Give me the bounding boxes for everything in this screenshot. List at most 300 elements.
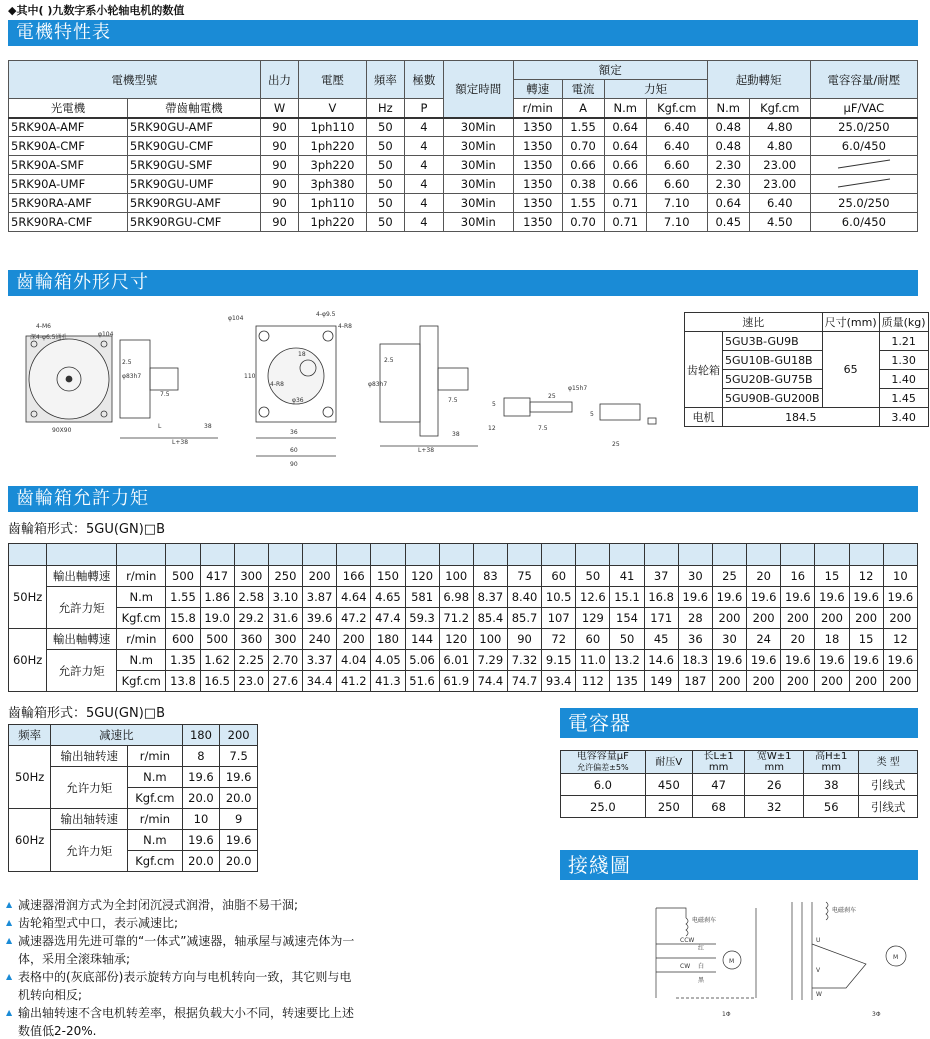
motor-row xyxy=(9,213,918,232)
label-allow-torque: 允許力矩 xyxy=(47,587,117,629)
motor-cell: 0.66 xyxy=(604,156,646,175)
torque-value: 200 xyxy=(883,671,917,692)
torque-value: 3.37 xyxy=(303,650,337,671)
header-cell xyxy=(234,544,268,566)
torque-value: 14.6 xyxy=(644,650,678,671)
label-90: 90 xyxy=(290,461,298,468)
motor-row xyxy=(9,194,918,213)
motor-cell: 0.64 xyxy=(707,194,749,213)
h-l xyxy=(692,751,744,774)
cap-cell: 38 xyxy=(804,774,859,796)
header-cell xyxy=(747,544,781,566)
label-25d: 25 xyxy=(612,441,620,448)
torque-value: 200 xyxy=(815,671,849,692)
torque-value: 300 xyxy=(268,629,302,650)
torque-value: 25 xyxy=(712,566,746,587)
torque-value: 13.8 xyxy=(166,671,200,692)
torque-value: 1.35 xyxy=(166,650,200,671)
label-d36: φ36 xyxy=(292,397,304,404)
torque-value: 2.25 xyxy=(234,650,268,671)
h-size: 尺寸(mm) xyxy=(822,313,879,332)
label-l: L xyxy=(158,423,162,430)
torque-value: 20 xyxy=(781,629,815,650)
motor-cell: 7.10 xyxy=(646,194,707,213)
unit-cell: V xyxy=(299,99,366,118)
torque-value: 71.2 xyxy=(439,608,473,629)
notes-list xyxy=(6,896,356,1039)
unit-cell: Kgf.cm xyxy=(646,99,707,118)
unit-cell: r/min xyxy=(513,99,562,118)
h-w xyxy=(745,751,804,774)
torque-value: 10.5 xyxy=(542,587,576,608)
view-5-shaft xyxy=(600,404,640,420)
motor-cell: 5RK90A-SMF xyxy=(9,156,128,175)
h-r1: 180 xyxy=(182,725,220,746)
view-2-hole xyxy=(323,407,333,417)
torque-value: 200 xyxy=(815,608,849,629)
motor-cell: 4.80 xyxy=(749,137,810,156)
motor-cell: 0.38 xyxy=(562,175,604,194)
motor-cell: 25.0/250 xyxy=(810,194,917,213)
h-voltage: 電壓 xyxy=(299,61,366,99)
front-view-center xyxy=(66,376,72,382)
motor-cell: 4.80 xyxy=(749,118,810,137)
motor-cell: 30Min xyxy=(443,194,513,213)
motor-cell: 7.10 xyxy=(646,213,707,232)
label-1ph: 1Φ xyxy=(722,1011,731,1018)
torque-value: 135 xyxy=(610,671,644,692)
motor-cell: 90 xyxy=(260,156,299,175)
motor-cell: 1350 xyxy=(513,175,562,194)
motor-cell: 0.71 xyxy=(604,194,646,213)
torque-row xyxy=(9,587,918,608)
cap-cell: 6.0 xyxy=(561,774,646,796)
h-cap xyxy=(561,751,646,774)
view-2-hole xyxy=(323,331,333,341)
label-out-speed: 輸出軸轉速 xyxy=(47,629,117,650)
motor-spec-table xyxy=(8,60,918,232)
torque-value: 36 xyxy=(678,629,712,650)
torque-value: 12.6 xyxy=(576,587,610,608)
torque2-table xyxy=(8,724,258,872)
mass-cell: 1.30 xyxy=(879,351,928,370)
torque-value: 19.6 xyxy=(849,587,883,608)
torque-value: 3.87 xyxy=(303,587,337,608)
motor-cell: 90 xyxy=(260,175,299,194)
value-cell: 19.6 xyxy=(220,830,258,851)
label-allow-torque: 允许力矩 xyxy=(51,767,128,809)
header-cell xyxy=(507,544,541,566)
torque-value: 200 xyxy=(849,608,883,629)
label-12: 12 xyxy=(488,425,496,432)
gearbox-dimension-drawing xyxy=(8,306,678,478)
torque-value: 51.6 xyxy=(405,671,439,692)
torque-value: 60 xyxy=(542,566,576,587)
motor-cell: 23.00 xyxy=(749,175,810,194)
header-cell xyxy=(849,544,883,566)
section-capacitor-title: 電容器 xyxy=(560,708,918,738)
value-cell: 20.0 xyxy=(182,851,220,872)
torque-value: 72 xyxy=(542,629,576,650)
torque-value: 417 xyxy=(200,566,234,587)
mass-cell: 1.40 xyxy=(879,370,928,389)
torque-value: 154 xyxy=(610,608,644,629)
torque-value: 19.6 xyxy=(883,587,917,608)
motor-cell: 90 xyxy=(260,118,299,137)
torque-value: 15.1 xyxy=(610,587,644,608)
torque-value: 15.8 xyxy=(166,608,200,629)
torque-value: 30 xyxy=(678,566,712,587)
torque-value: 50 xyxy=(610,629,644,650)
label-m1: M xyxy=(729,958,735,965)
cap-cell: 26 xyxy=(745,774,804,796)
torque2-subtitle: 齒輪箱形式：5GU(GN)□B xyxy=(8,706,166,721)
motor-cell: 4 xyxy=(405,213,444,232)
view-2-hole xyxy=(259,331,269,341)
torque-value: 19.6 xyxy=(747,650,781,671)
motor-cell: 25.0/250 xyxy=(810,118,917,137)
torque-value: 85.7 xyxy=(507,608,541,629)
view-2-hole xyxy=(259,407,269,417)
motor-cell: 6.40 xyxy=(646,118,707,137)
motor-row xyxy=(9,156,918,175)
motor-cell: 50 xyxy=(366,118,405,137)
torque-value: 2.70 xyxy=(268,650,302,671)
motor-cell: 1350 xyxy=(513,213,562,232)
h-cap-tol: 允许偏差±5% xyxy=(577,763,629,772)
torque-row xyxy=(9,650,918,671)
motor-cell: 4 xyxy=(405,118,444,137)
label-w: W xyxy=(816,991,822,998)
h-h-text: 高H±1 xyxy=(815,751,848,762)
motor-rows xyxy=(9,118,918,232)
torque-value: 8.40 xyxy=(507,587,541,608)
unit-cell: Kgf.cm xyxy=(117,608,166,629)
motor-cell: 90 xyxy=(260,194,299,213)
torque-value: 15 xyxy=(849,629,883,650)
motor-label: 电机 xyxy=(685,408,723,427)
torque-value: 600 xyxy=(166,629,200,650)
torque-value: 83 xyxy=(473,566,507,587)
value-cell: 9 xyxy=(220,809,258,830)
motor-cell: 1ph220 xyxy=(299,213,366,232)
motor-cell: 1.55 xyxy=(562,118,604,137)
note-item: ▲ 输出轴转速不含电机转差率，根据负载大小不同，转速要比上述数值低2-20%. xyxy=(6,1004,356,1039)
ratio-size-table xyxy=(684,312,929,427)
h-ratio: 速比 xyxy=(685,313,823,332)
motor-row xyxy=(9,137,918,156)
view-3-shaft xyxy=(438,368,468,390)
motor-cell: 90 xyxy=(260,137,299,156)
view-4-key xyxy=(504,398,530,416)
cap-cell: 68 xyxy=(692,796,744,818)
label-red: 红 xyxy=(698,945,705,952)
motor-cell: 0.71 xyxy=(604,213,646,232)
value-cell: 19.6 xyxy=(182,830,220,851)
wiring-1phase xyxy=(656,908,756,1018)
label-out-speed: 输出轴转速 xyxy=(51,809,128,830)
header-cell xyxy=(610,544,644,566)
torque-value: 200 xyxy=(337,629,371,650)
torque-value: 200 xyxy=(747,671,781,692)
unit-cell: Kgf.cm xyxy=(117,671,166,692)
label-m6: 4-M6 xyxy=(36,323,51,330)
h-mm: mm xyxy=(821,762,841,773)
header-cell xyxy=(405,544,439,566)
torque-header-row xyxy=(9,544,918,566)
motor-cell: 5RK90GU-UMF xyxy=(127,175,260,194)
motor-cell: 0.48 xyxy=(707,137,749,156)
cap-slash xyxy=(810,175,917,194)
unit-cell: N.m xyxy=(604,99,646,118)
value-cell: 20.0 xyxy=(182,788,220,809)
torque-value: 1.62 xyxy=(200,650,234,671)
torque-value: 2.58 xyxy=(234,587,268,608)
section-dims-title: 齒輪箱外形尺寸 xyxy=(8,270,918,296)
torque-value: 4.64 xyxy=(337,587,371,608)
label-25a: 2.5 xyxy=(122,359,132,366)
motor-mass-cell: 3.40 xyxy=(879,408,928,427)
motor-cell: 2.30 xyxy=(707,175,749,194)
motor-cell: 1350 xyxy=(513,194,562,213)
wiring-diagram xyxy=(626,888,922,1028)
view-4-shaft xyxy=(530,402,572,412)
torque-value: 7.29 xyxy=(473,650,507,671)
torque-value: 19.6 xyxy=(883,650,917,671)
note-item: ▲ 齿轮箱型式中口，表示减速比; xyxy=(6,914,356,932)
motor-cell: 5RK90A-AMF xyxy=(9,118,128,137)
torque-value: 250 xyxy=(268,566,302,587)
header-cell xyxy=(473,544,507,566)
torque-value: 200 xyxy=(781,608,815,629)
torque-value: 200 xyxy=(712,608,746,629)
label-r8b: 4-R8 xyxy=(270,381,284,388)
value-cell: 10 xyxy=(182,809,220,830)
h-rated-time: 額定時間 xyxy=(443,61,513,118)
motor-cell: 4 xyxy=(405,137,444,156)
torque-value: 50 xyxy=(576,566,610,587)
torque-value: 19.6 xyxy=(781,650,815,671)
unit-cell: Hz xyxy=(366,99,405,118)
torque-row xyxy=(9,566,918,587)
h-freq: 頻率 xyxy=(366,61,405,99)
torque-value: 19.6 xyxy=(849,650,883,671)
slash-icon xyxy=(834,177,894,189)
label-5: 5 xyxy=(492,401,496,408)
cap-cell: 引线式 xyxy=(859,774,918,796)
torque-value: 120 xyxy=(439,629,473,650)
label-38b: 38 xyxy=(452,431,460,438)
mass-cell: 1.45 xyxy=(879,389,928,408)
torque-value: 112 xyxy=(576,671,610,692)
torque-value: 1.86 xyxy=(200,587,234,608)
motor-cell: 4.50 xyxy=(749,213,810,232)
header-cell xyxy=(712,544,746,566)
torque-value: 16.8 xyxy=(644,587,678,608)
side-view-1-shaft xyxy=(150,368,178,390)
torque-value: 5.06 xyxy=(405,650,439,671)
motor-cell: 0.45 xyxy=(707,213,749,232)
label-black: 黑 xyxy=(698,977,705,984)
motor-cell: 4 xyxy=(405,194,444,213)
value-cell: 7.5 xyxy=(220,746,258,767)
cap-cell: 56 xyxy=(804,796,859,818)
torque-value: 300 xyxy=(234,566,268,587)
torque-value: 31.6 xyxy=(268,608,302,629)
header-cell xyxy=(9,544,47,566)
label-m2: M xyxy=(893,954,899,961)
view-3-body xyxy=(420,326,438,436)
label-ccw: CCW xyxy=(680,937,695,944)
unit-cell: N.m xyxy=(117,587,166,608)
torque-value: 171 xyxy=(644,608,678,629)
torque-value: 41.2 xyxy=(337,671,371,692)
label-h95: 4-φ9.5 xyxy=(316,311,336,318)
label-d15: φ15h7 xyxy=(568,385,588,392)
torque-value: 11.0 xyxy=(576,650,610,671)
gearbox-label: 齿轮箱 xyxy=(685,332,723,408)
label-60: 60 xyxy=(290,447,298,454)
h-mm: mm xyxy=(764,762,784,773)
brake-coil-2 xyxy=(826,902,828,920)
motor-cell: 4 xyxy=(405,175,444,194)
slash-icon xyxy=(834,158,894,170)
cap-cell: 47 xyxy=(692,774,744,796)
cap-cell: 250 xyxy=(645,796,692,818)
h-l-text: 长L±1 xyxy=(703,751,734,762)
hz-label: 60Hz xyxy=(9,629,47,692)
motor-cell: 5RK90GU-CMF xyxy=(127,137,260,156)
unit-cell: 帶齒軸電機 xyxy=(127,99,260,118)
header-cell xyxy=(371,544,405,566)
h-volt: 耐压V xyxy=(645,751,692,774)
wire xyxy=(656,908,686,918)
value-cell: 8 xyxy=(182,746,220,767)
torque-value: 13.2 xyxy=(610,650,644,671)
motor-cell: 0.70 xyxy=(562,213,604,232)
torque-value: 10 xyxy=(883,566,917,587)
motor-cell: 5RK90RGU-AMF xyxy=(127,194,260,213)
torque-value: 61.9 xyxy=(439,671,473,692)
h-ratio: 减速比 xyxy=(51,725,182,746)
capacitor-table xyxy=(560,750,918,818)
section-torque-title: 齒輪箱允許力矩 xyxy=(8,486,918,512)
label-cw: CW xyxy=(680,963,691,970)
torque-value: 240 xyxy=(303,629,337,650)
torque-value: 74.7 xyxy=(507,671,541,692)
h-rated: 額定 xyxy=(513,61,707,80)
torque-value: 19.0 xyxy=(200,608,234,629)
motor-cell: 0.70 xyxy=(562,137,604,156)
torque-value: 12 xyxy=(883,629,917,650)
torque-value: 9.15 xyxy=(542,650,576,671)
torque-value: 19.6 xyxy=(781,587,815,608)
label-r8a: 4-R8 xyxy=(338,323,352,330)
label-l38: L+38 xyxy=(172,439,189,446)
motor-cell: 3ph220 xyxy=(299,156,366,175)
torque-value: 500 xyxy=(166,566,200,587)
torque-value: 4.04 xyxy=(337,650,371,671)
label-hole: 深4-φ6.5通孔 xyxy=(30,334,68,341)
h-h xyxy=(804,751,859,774)
h-current: 電流 xyxy=(562,80,604,99)
torque-value: 149 xyxy=(644,671,678,692)
torque-value: 4.65 xyxy=(371,587,405,608)
motor-cell: 50 xyxy=(366,213,405,232)
torque-value: 144 xyxy=(405,629,439,650)
motor-cell: 2.30 xyxy=(707,156,749,175)
motor-cell: 6.0/450 xyxy=(810,213,917,232)
motor-cell: 30Min xyxy=(443,137,513,156)
header-cell xyxy=(47,544,117,566)
cap-cell: 450 xyxy=(645,774,692,796)
h-mass: 质量(kg) xyxy=(879,313,928,332)
torque-value: 100 xyxy=(439,566,473,587)
torque-value: 74.4 xyxy=(473,671,507,692)
torque-value: 18 xyxy=(815,629,849,650)
torque-value: 19.6 xyxy=(815,650,849,671)
torque-value: 37 xyxy=(644,566,678,587)
torque-value: 200 xyxy=(781,671,815,692)
torque-value: 129 xyxy=(576,608,610,629)
motor-cell: 5RK90RA-CMF xyxy=(9,213,128,232)
motor-cell: 50 xyxy=(366,156,405,175)
label-3ph: 3Φ xyxy=(872,1011,881,1018)
torque-value: 19.6 xyxy=(712,650,746,671)
label-36: 36 xyxy=(290,429,298,436)
torque-value: 39.6 xyxy=(303,608,337,629)
torque-value: 500 xyxy=(200,629,234,650)
torque-value: 200 xyxy=(712,671,746,692)
torque-value: 200 xyxy=(303,566,337,587)
motor-cell: 5RK90A-UMF xyxy=(9,175,128,194)
view-5-key xyxy=(648,418,656,424)
unit-cell: r/min xyxy=(117,566,166,587)
torque-value: 581 xyxy=(405,587,439,608)
torque-value: 90 xyxy=(507,629,541,650)
note-item: ▲ 减速器滑润方式为全封闭沉浸式润滑，油脂不易干涸; xyxy=(6,896,356,914)
label-75c: 7.5 xyxy=(538,425,548,432)
ratio-cell: 5GU20B-GU75B xyxy=(723,370,823,389)
view-2-circle xyxy=(268,348,324,404)
motor-cell: 1ph110 xyxy=(299,194,366,213)
unit-cell: Kgf.cm xyxy=(128,788,182,809)
mass-cell: 1.21 xyxy=(879,332,928,351)
torque-value: 59.3 xyxy=(405,608,439,629)
label-l38b: L+38 xyxy=(418,447,435,454)
torque-value: 41.3 xyxy=(371,671,405,692)
label-18: 18 xyxy=(298,351,306,358)
torque-value: 19.6 xyxy=(712,587,746,608)
label-110: 110 xyxy=(244,373,256,380)
h-start-torque: 起動轉矩 xyxy=(707,61,810,99)
brake-coil-1 xyxy=(686,918,688,936)
h-type: 类 型 xyxy=(859,751,918,774)
label-d104b: φ104 xyxy=(228,315,244,322)
torque-value: 16 xyxy=(781,566,815,587)
motor-cell: 90 xyxy=(260,213,299,232)
wiring-3phase xyxy=(792,902,906,1018)
top-note: ◆其中( )九数字系小轮轴电机的数值 xyxy=(8,4,185,17)
motor-cell: 5RK90GU-SMF xyxy=(127,156,260,175)
motor-cell: 1350 xyxy=(513,137,562,156)
motor-size-cell: 184.5 xyxy=(723,408,880,427)
torque-value: 41 xyxy=(610,566,644,587)
cap-cell: 引线式 xyxy=(859,796,918,818)
unit-cell: r/min xyxy=(128,746,182,767)
torque-value: 23.0 xyxy=(234,671,268,692)
label-allow-torque: 允許力矩 xyxy=(47,650,117,692)
